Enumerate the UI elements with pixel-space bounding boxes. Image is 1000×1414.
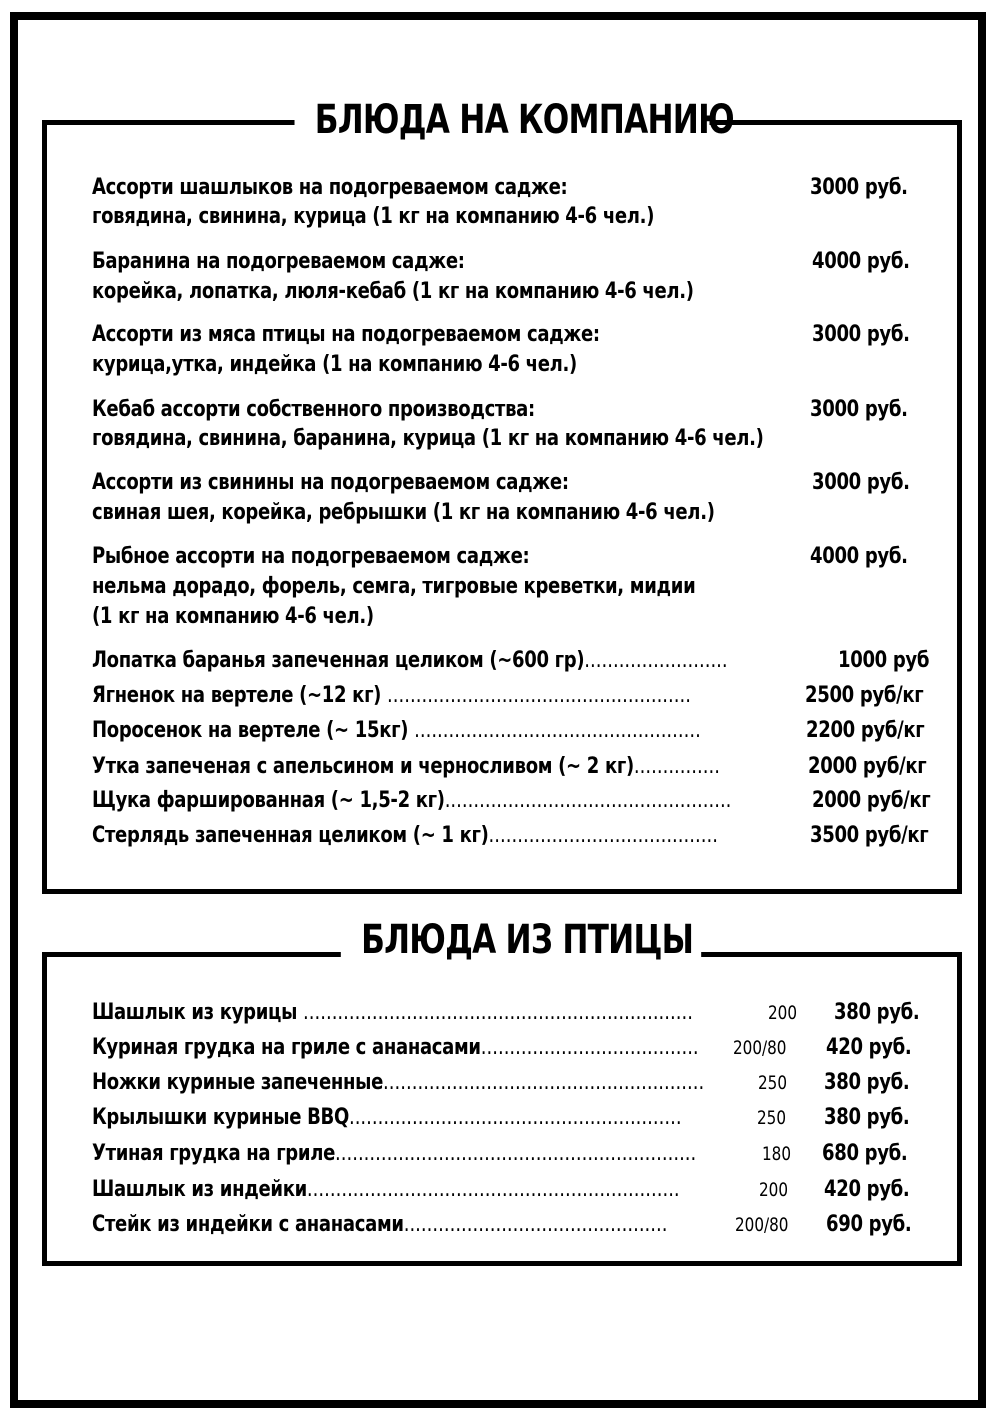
company-item-4-name: Утка запеченая с апельсином и черносливом (~ 2 кг) <box>92 754 634 779</box>
section-poultry-title: БЛЮДА ИЗ ПТИЦЫ <box>341 916 701 964</box>
set-1-line1: Ассорти шашлыков на подогреваемом садже: <box>92 175 568 200</box>
set-5-price: 3000 руб. <box>812 470 910 495</box>
company-item-5-price: 2000 руб/кг <box>812 788 931 813</box>
company-item-4 <box>92 753 720 781</box>
poultry-item-6-dots: ................................................................. <box>306 1177 680 1202</box>
poultry-item-3-name: Ножки куриные запеченные <box>92 1070 384 1095</box>
poultry-item-7-price: 690 руб. <box>826 1212 912 1237</box>
set-6-price: 4000 руб. <box>810 544 908 569</box>
poultry-item-6 <box>92 1176 680 1204</box>
poultry-item-1-weight: 200 <box>768 1002 798 1024</box>
poultry-item-1-name: Шашлык из курицы <box>92 1000 304 1025</box>
poultry-item-2-name: Куриная грудка на гриле с ананасами <box>92 1035 481 1060</box>
set-4-line2: говядина, свинина, баранина, курица (1 кг на компанию 4-6 чел.) <box>92 426 764 451</box>
set-2-price: 4000 руб. <box>812 249 910 274</box>
set-2-line1: Баранина на подогреваемом садже: <box>92 249 465 274</box>
set-2-line2: корейка, лопатка, люля-кебаб (1 кг на компанию 4-6 чел.) <box>92 279 694 304</box>
set-3-line2: курица,утка, индейка (1 на компанию 4-6 чел.) <box>92 352 577 377</box>
poultry-item-7-weight: 200/80 <box>735 1214 789 1236</box>
poultry-item-5-price: 680 руб. <box>822 1141 908 1166</box>
poultry-item-3-price: 380 руб. <box>824 1070 910 1095</box>
set-3-price: 3000 руб. <box>812 322 910 347</box>
poultry-item-3 <box>92 1069 704 1097</box>
set-6-line1: Рыбное ассорти на подогреваемом садже: <box>92 544 530 569</box>
section-company-title: БЛЮДА НА КОМПАНИЮ <box>295 96 710 144</box>
poultry-item-1-price: 380 руб. <box>834 1000 920 1025</box>
poultry-item-2 <box>92 1034 699 1062</box>
poultry-item-6-weight: 200 <box>759 1179 789 1201</box>
set-6-line3: (1 кг на компанию 4-6 чел.) <box>92 604 374 629</box>
poultry-item-7-name: Стейк из индейки с ананасами <box>92 1212 404 1237</box>
poultry-item-5-dots: ............................................................... <box>335 1141 697 1166</box>
set-6-line2: нельма дорадо, форель, семга, тигровые креветки, мидии <box>92 574 696 599</box>
company-item-6 <box>92 822 718 850</box>
poultry-item-3-dots: ........................................................ <box>383 1070 705 1095</box>
poultry-item-1 <box>92 999 693 1027</box>
company-item-2-price: 2500 руб/кг <box>805 683 924 708</box>
set-3-line1: Ассорти из мяса птицы на подогреваемом садже: <box>92 322 600 347</box>
poultry-item-4 <box>92 1104 682 1132</box>
company-item-2-name: Ягненок на вертеле (~12 кг) <box>92 683 388 708</box>
set-5-line2: свиная шея, корейка, ребрышки (1 кг на компанию 4-6 чел.) <box>92 500 715 525</box>
company-item-1-name: Лопатка баранья запеченная целиком (~600 гр) <box>92 648 585 673</box>
company-item-6-name: Стерлядь запеченная целиком (~ 1 кг) <box>92 823 489 848</box>
company-item-6-dots: ........................................ <box>488 823 718 848</box>
poultry-item-5-name: Утиная грудка на гриле <box>92 1141 336 1166</box>
set-1-line2: говядина, свинина, курица (1 кг на компанию 4-6 чел.) <box>92 204 655 229</box>
poultry-item-4-name: Крылышки куриные BBQ <box>92 1105 349 1130</box>
poultry-item-6-price: 420 руб. <box>824 1177 910 1202</box>
poultry-item-7-dots: .............................................. <box>403 1212 668 1237</box>
set-4-line1: Кебаб ассорти собственного производства: <box>92 397 535 422</box>
poultry-item-6-name: Шашлык из индейки <box>92 1177 307 1202</box>
poultry-item-4-price: 380 руб. <box>824 1105 910 1130</box>
company-item-2-dots: ..................................................... <box>387 683 691 708</box>
company-item-3-price: 2200 руб/кг <box>806 718 925 743</box>
company-item-5-name: Щука фаршированная (~ 1,5-2 кг) <box>92 788 445 813</box>
poultry-item-5-weight: 180 <box>762 1143 792 1165</box>
company-item-4-dots: ............... <box>633 754 720 779</box>
set-4-price: 3000 руб. <box>810 397 908 422</box>
poultry-item-7 <box>92 1211 667 1239</box>
company-item-3-name: Поросенок на вертеле (~ 15кг) <box>92 718 415 743</box>
poultry-item-4-dots: .......................................................... <box>348 1105 682 1130</box>
poultry-item-1-dots: .................................................................... <box>303 1000 693 1025</box>
poultry-item-2-dots: ...................................... <box>480 1035 699 1060</box>
poultry-item-3-weight: 250 <box>758 1072 788 1094</box>
company-item-2 <box>92 682 691 710</box>
company-item-1 <box>92 647 728 675</box>
company-item-4-price: 2000 руб/кг <box>808 754 927 779</box>
company-item-1-price: 1000 руб <box>838 648 930 673</box>
company-item-6-price: 3500 руб/кг <box>810 823 929 848</box>
set-1-price: 3000 руб. <box>810 175 908 200</box>
poultry-item-2-weight: 200/80 <box>733 1037 787 1059</box>
company-item-1-dots: ......................... <box>584 648 728 673</box>
poultry-item-2-price: 420 руб. <box>826 1035 912 1060</box>
company-item-3-dots: .................................................. <box>414 718 701 743</box>
company-item-5-dots: .................................................. <box>444 788 732 813</box>
company-item-3 <box>92 717 701 745</box>
set-5-line1: Ассорти из свинины на подогреваемом садже: <box>92 470 569 495</box>
poultry-item-5 <box>92 1140 696 1168</box>
poultry-item-4-weight: 250 <box>757 1107 787 1129</box>
company-item-5 <box>92 787 731 815</box>
